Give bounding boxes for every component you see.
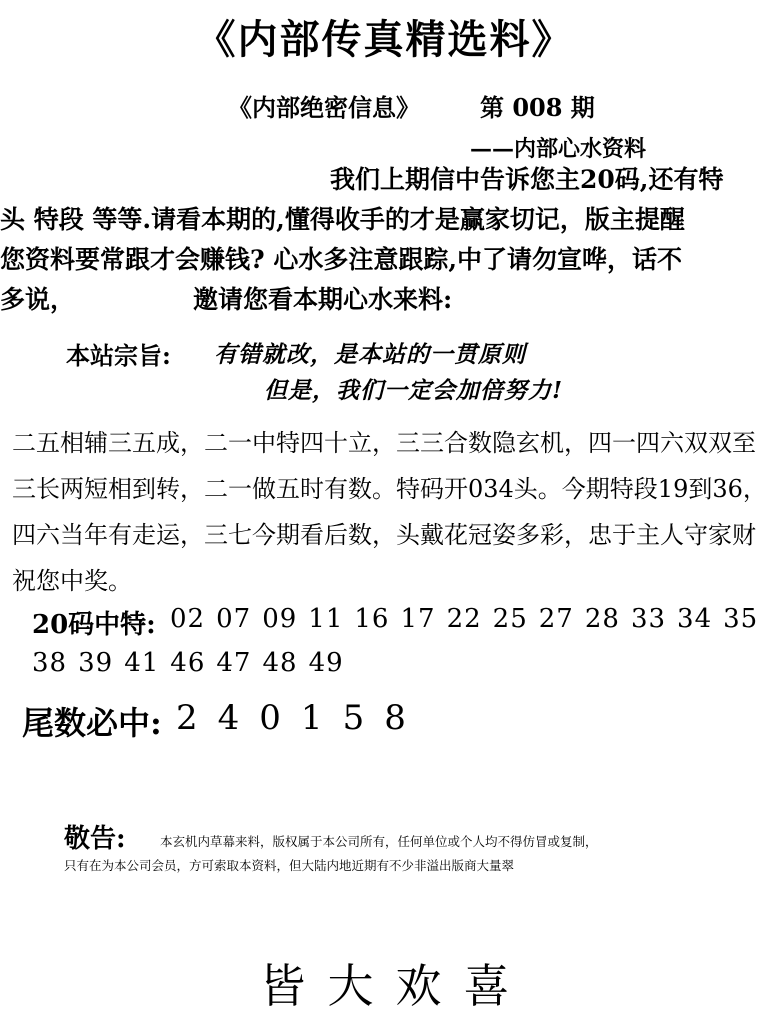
code-number: 09	[262, 604, 298, 634]
tail-digits	[176, 698, 426, 738]
code-number: 27	[538, 604, 574, 634]
page-title: 《内部传真精选料》	[195, 16, 574, 63]
tail-digit: 2	[176, 698, 198, 738]
footer-slogan: 皆大欢喜	[259, 959, 532, 1013]
code-number: 22	[446, 604, 482, 634]
codes-row	[170, 604, 769, 634]
intro-line	[0, 280, 769, 320]
intro-line-start: 多说，	[0, 285, 76, 314]
intro-line-end: 邀请您看本期心水来料:	[193, 285, 453, 314]
code-number: 11	[308, 604, 344, 634]
tail-digit: 8	[384, 698, 406, 738]
code-number: 33	[630, 604, 667, 634]
codes-label: 20码中特:	[32, 610, 156, 640]
poem-line: 四六当年有走运，三七今期看后数，头戴花冠姿多彩，忠于主人守家财	[12, 521, 756, 549]
code-number: 41	[124, 648, 160, 678]
intro-line: 我们上期信中告诉您主20码,还有特	[330, 165, 724, 194]
tail-digit: 5	[342, 698, 365, 738]
code-number: 49	[308, 648, 344, 678]
motto-line: 有错就改，是本站的一贯原则	[214, 341, 526, 368]
codes-row	[32, 648, 355, 678]
notice-text: 只有在为本公司会员，方可索取本资料，但大陆内地近期有不少非溢出版商大量翠	[64, 858, 515, 873]
source-line: ——内部心水资料	[470, 136, 647, 162]
code-number: 38	[32, 648, 68, 678]
code-number: 39	[78, 648, 114, 678]
code-number: 47	[216, 648, 252, 678]
motto-line: 但是，我们一定会加倍努力!	[264, 377, 564, 404]
code-number: 17	[400, 604, 436, 634]
tail-label: 尾数必中:	[22, 704, 162, 742]
code-number: 35	[723, 604, 759, 634]
poem-line: 二五相辅三五成，二一中特四十立，三三合数隐玄机，四一四六双双至	[12, 429, 756, 457]
tail-digit: 1	[300, 698, 323, 738]
intro-line: 您资料要常跟才会赚钱? 心水多注意跟踪,中了请勿宣哗，话不	[0, 245, 683, 274]
poem-block	[12, 420, 767, 604]
motto-label: 本站宗旨:	[66, 341, 171, 370]
code-number: 07	[216, 604, 252, 634]
code-number: 34	[677, 604, 713, 634]
code-number: 28	[584, 604, 620, 634]
intro-paragraph	[0, 160, 769, 320]
code-number: 46	[170, 648, 206, 678]
code-number: 25	[492, 604, 528, 634]
notice-text: 本玄机内草幕来料，版权属于本公司所有，任何单位或个人均不得仿冒或复制，	[160, 834, 598, 849]
poem-line: 祝您中奖。	[12, 567, 132, 595]
tail-digit: 4	[217, 698, 240, 738]
code-number: 48	[262, 648, 298, 678]
notice-label: 敬告:	[64, 824, 126, 854]
issue-number: 第 008 期	[480, 93, 595, 122]
intro-line: 头 特段 等等.请看本期的,懂得收手的才是赢家切记，版主提醒	[0, 205, 685, 234]
tail-digit: 0	[259, 698, 281, 738]
code-number: 02	[170, 604, 206, 634]
code-number: 16	[354, 604, 390, 634]
subtitle: 《内部绝密信息》	[228, 93, 420, 122]
poem-line: 三长两短相到转，二一做五时有数。特码开034头。今期特段19到36，	[12, 475, 767, 503]
